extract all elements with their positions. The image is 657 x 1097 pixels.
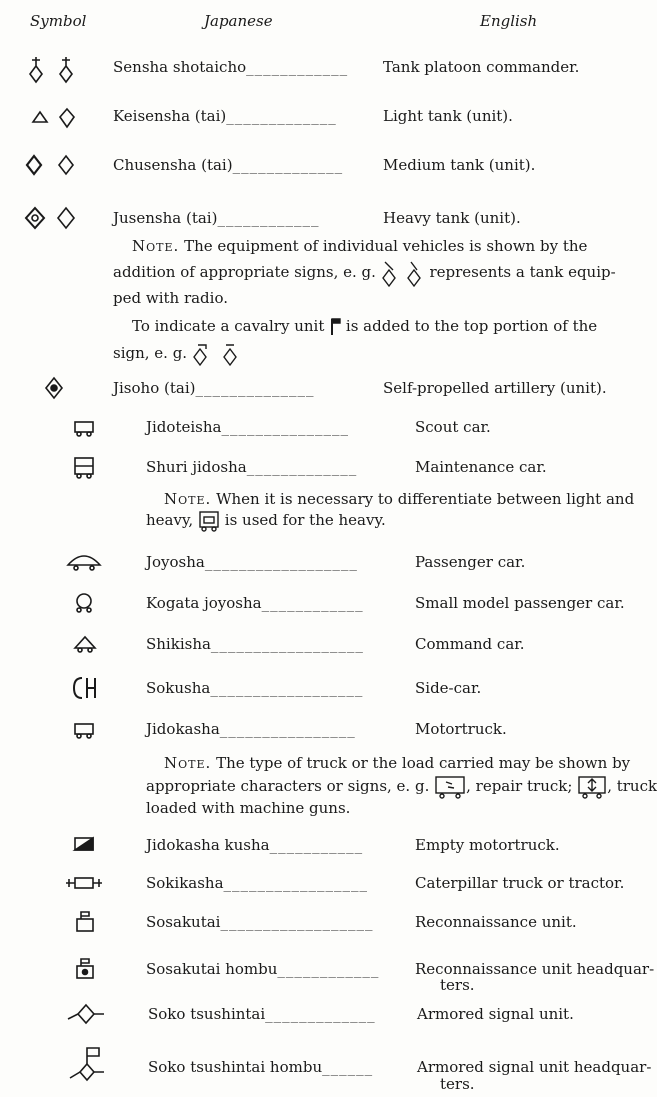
maintenance-car-icon bbox=[70, 452, 98, 482]
header-english: English bbox=[480, 12, 538, 30]
note-paragraph: addition of appropriate signs, e. g. represents a tank equip- bbox=[113, 259, 640, 286]
repair-truck-icon bbox=[434, 777, 466, 795]
header-symbol: Symbol bbox=[30, 12, 87, 30]
cavalry-tank-icon bbox=[192, 344, 240, 362]
row-japanese: Jidokasha kusha___________ bbox=[146, 836, 364, 854]
table-row bbox=[0, 588, 640, 618]
row-english: Reconnaissance unit headquar- bbox=[415, 960, 655, 978]
command-car-icon bbox=[72, 629, 98, 659]
row-english: Empty motortruck. bbox=[415, 836, 560, 854]
row-japanese: Soko tsushintai_____________ bbox=[148, 1005, 376, 1023]
row-english-continued: ters. bbox=[440, 1075, 475, 1093]
row-english: Reconnaissance unit. bbox=[415, 913, 577, 931]
armored-signal-unit-icon bbox=[66, 999, 106, 1029]
row-japanese: Jusensha (tai)____________ bbox=[113, 209, 320, 227]
table-row bbox=[0, 373, 640, 403]
row-english: Heavy tank (unit). bbox=[383, 209, 521, 227]
row-english: Armored signal unit headquar- bbox=[417, 1058, 652, 1076]
note-paragraph: heavy, is used for the heavy. bbox=[146, 511, 386, 529]
table-row bbox=[0, 673, 640, 703]
self-propelled-artillery-icon bbox=[42, 373, 66, 403]
table-row bbox=[0, 52, 640, 82]
row-english: Passenger car. bbox=[415, 553, 526, 571]
row-japanese: Sosakutai hombu____________ bbox=[146, 960, 380, 978]
machine-gun-truck-icon bbox=[577, 777, 607, 795]
table-row bbox=[0, 830, 640, 860]
table-row bbox=[0, 452, 640, 482]
note-paragraph: loaded with machine guns. bbox=[146, 799, 351, 817]
table-row bbox=[0, 412, 640, 442]
table-row bbox=[0, 907, 640, 937]
note-paragraph: Note. When it is necessary to differentiate between light and bbox=[164, 490, 635, 508]
row-english: Light tank (unit). bbox=[383, 107, 513, 125]
row-japanese: Jisoho (tai)______________ bbox=[113, 379, 315, 397]
small-passenger-car-icon bbox=[72, 588, 96, 618]
note-paragraph: appropriate characters or signs, e. g. , repair truck; , truck bbox=[146, 773, 640, 799]
row-english: Side-car. bbox=[415, 679, 482, 697]
row-english: Tank platoon commander. bbox=[383, 58, 580, 76]
row-english: Caterpillar truck or tractor. bbox=[415, 874, 625, 892]
empty-motortruck-icon bbox=[70, 830, 98, 860]
row-japanese: Shikisha__________________ bbox=[146, 635, 364, 653]
note-paragraph: To indicate a cavalry unit is added to the top portion of the bbox=[132, 317, 598, 335]
row-japanese: Joyosha__________________ bbox=[146, 553, 358, 571]
reconnaissance-unit-icon bbox=[72, 907, 98, 937]
note-paragraph: ped with radio. bbox=[113, 289, 228, 307]
row-english: Maintenance car. bbox=[415, 458, 547, 476]
table-row bbox=[0, 150, 640, 180]
reconnaissance-hq-icon bbox=[72, 954, 98, 984]
flag-icon bbox=[329, 317, 341, 335]
header-japanese: Japanese bbox=[204, 12, 273, 30]
table-row bbox=[0, 101, 640, 131]
note-paragraph: Note. The type of truck or the load carried may be shown by bbox=[164, 754, 631, 772]
table-row bbox=[0, 203, 640, 233]
row-english-continued: ters. bbox=[440, 976, 475, 994]
side-car-icon bbox=[72, 673, 98, 703]
caterpillar-truck-icon bbox=[64, 868, 104, 898]
tank-commander-symbol-icon bbox=[26, 52, 86, 82]
armored-signal-hq-icon bbox=[66, 1044, 108, 1088]
light-tank-symbol-icon bbox=[30, 101, 80, 131]
note-paragraph: Note. The equipment of individual vehicles is shown by the bbox=[132, 237, 588, 255]
table-row bbox=[0, 547, 640, 577]
table-row bbox=[0, 999, 640, 1029]
medium-tank-symbol-icon bbox=[26, 150, 78, 180]
motortruck-icon bbox=[70, 714, 98, 744]
row-japanese: Sensha shotaicho____________ bbox=[113, 58, 349, 76]
row-japanese: Kogata joyosha____________ bbox=[146, 594, 364, 612]
table-row bbox=[0, 714, 640, 744]
note-paragraph: sign, e. g. bbox=[113, 340, 240, 367]
table-row bbox=[0, 629, 640, 659]
heavy-vehicle-icon bbox=[198, 511, 220, 529]
row-english: Motortruck. bbox=[415, 720, 507, 738]
row-japanese: Chusensha (tai)_____________ bbox=[113, 156, 344, 174]
row-japanese: Jidoteisha_______________ bbox=[146, 418, 349, 436]
row-english: Medium tank (unit). bbox=[383, 156, 536, 174]
radio-tank-icon bbox=[381, 263, 425, 281]
row-japanese: Sosakutai__________________ bbox=[146, 913, 374, 931]
row-english: Small model passenger car. bbox=[415, 594, 625, 612]
table-row bbox=[0, 1046, 652, 1094]
row-english: Armored signal unit. bbox=[417, 1005, 574, 1023]
table-row bbox=[0, 954, 655, 998]
row-japanese: Shuri jidosha_____________ bbox=[146, 458, 358, 476]
row-japanese: Keisensha (tai)_____________ bbox=[113, 107, 337, 125]
row-english: Self-propelled artillery (unit). bbox=[383, 379, 607, 397]
row-japanese: Jidokasha________________ bbox=[146, 720, 356, 738]
row-japanese: Soko tsushintai hombu______ bbox=[148, 1058, 374, 1076]
row-japanese: Sokikasha_________________ bbox=[146, 874, 369, 892]
row-english: Command car. bbox=[415, 635, 525, 653]
scout-car-icon bbox=[70, 412, 98, 442]
heavy-tank-symbol-icon bbox=[24, 203, 80, 233]
row-english: Scout car. bbox=[415, 418, 491, 436]
table-row bbox=[0, 868, 640, 898]
row-japanese: Sokusha__________________ bbox=[146, 679, 364, 697]
passenger-car-icon bbox=[66, 547, 102, 577]
